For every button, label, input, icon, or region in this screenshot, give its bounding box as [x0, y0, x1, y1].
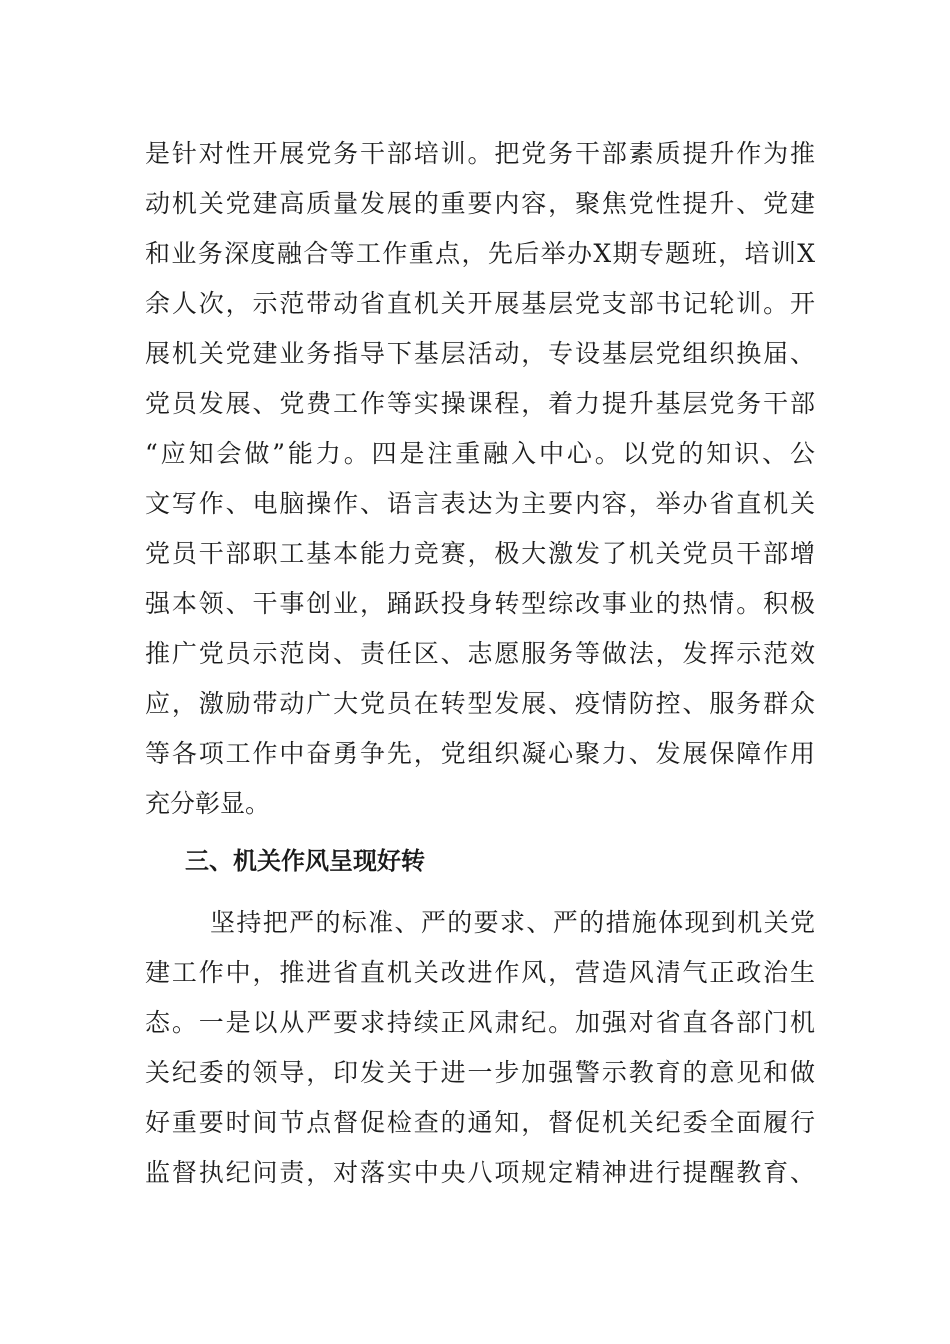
paragraph-line: 建工作中，推进省直机关改进作风，营造风清气正政治生: [145, 958, 815, 987]
paragraph-line: 文写作、电脑操作、语言表达为主要内容，举办省直机关: [145, 489, 815, 518]
paragraph-line: 党员干部职工基本能力竞赛，极大激发了机关党员干部增: [145, 539, 815, 568]
paragraph-line: 坚持把严的标准、严的要求、严的措施体现到机关党: [210, 908, 815, 937]
paragraph-line: 是针对性开展党务干部培训。把党务干部素质提升作为推: [145, 139, 815, 168]
paragraph-line: 应，激励带动广大党员在转型发展、疫情防控、服务群众: [145, 689, 815, 718]
paragraph-line: 好重要时间节点督促检查的通知，督促机关纪委全面履行: [145, 1108, 815, 1137]
paragraph-line: 余人次，示范带动省直机关开展基层党支部书记轮训。开: [145, 289, 815, 318]
paragraph-line: 充分彰显。: [145, 789, 271, 818]
paragraph-line: 展机关党建业务指导下基层活动，专设基层党组织换届、: [145, 339, 815, 368]
paragraph-line: 和业务深度融合等工作重点，先后举办X期专题班，培训X: [145, 239, 815, 268]
paragraph-line: 态。一是以从严要求持续正风肃纪。加强对省直各部门机: [145, 1008, 815, 1037]
paragraph-line: 强本领、干事创业，踊跃投身转型综改事业的热情。积极: [145, 589, 815, 618]
paragraph-line: 等各项工作中奋勇争先，党组织凝心聚力、发展保障作用: [145, 739, 815, 768]
paragraph-line: 推广党员示范岗、责任区、志愿服务等做法，发挥示范效: [145, 639, 815, 668]
section-heading: 三、机关作风呈现好转: [185, 847, 425, 875]
paragraph-line: “应知会做”能力。四是注重融入中心。以党的知识、公: [145, 439, 815, 468]
paragraph-line: 党员发展、党费工作等实操课程，着力提升基层党务干部: [145, 389, 815, 418]
paragraph-line: 监督执纪问责，对落实中央八项规定精神进行提醒教育、: [145, 1158, 815, 1187]
paragraph-line: 动机关党建高质量发展的重要内容，聚焦党性提升、党建: [145, 189, 815, 218]
paragraph-line: 关纪委的领导，印发关于进一步加强警示教育的意见和做: [145, 1058, 815, 1087]
